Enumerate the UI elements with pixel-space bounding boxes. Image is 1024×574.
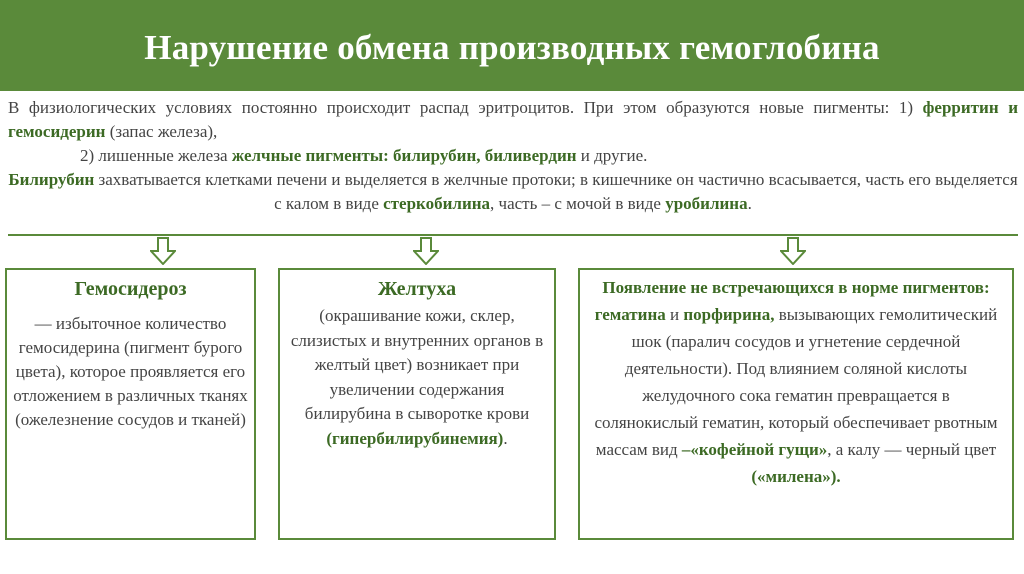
intro-term: желчные пигменты: билирубин, биливердин [231,146,577,165]
hemosiderosis-text: — избыточное количество гемосидерина (пигмент бурого цвета), которое проявляется его отложением в различных тканях (ожелезнение сосудов и тканей) [13,314,248,429]
intro-text: . [747,194,752,213]
arrow-down-icon [780,237,806,265]
intro-text: В физиологических условиях постоянно происходит распад эритроцитов. При этом образуются новые пигменты: 1) [8,98,923,117]
pigments-term: («милена»). [751,467,841,486]
pigments-text-part: и [665,305,684,324]
jaundice-text-part: . [503,428,508,448]
jaundice-text-part: (окрашивание кожи, склер, слизистых и внутренних органов в желтый цвет) возникает при увеличении содержания билирубина в сыворотке крови [290,306,544,423]
jaundice-text [288,304,546,451]
intro-text: (запас железа), [105,122,218,141]
intro-text: , часть – с мочой в виде [490,194,666,213]
pigments-text [590,274,1002,490]
intro-paragraph-3 [8,168,1018,216]
page-title: Нарушение обмена производных гемоглобина [144,28,880,67]
intro-paragraph-1 [8,96,1018,144]
pigments-text-part: , а калу — черный цвет [827,440,997,459]
arrow-down-icon [150,237,176,265]
intro-term: уробилина [665,194,748,213]
arrow-down-icon [413,237,439,265]
hemosiderosis-box [5,268,256,540]
jaundice-box [278,268,556,540]
title-bar [0,0,1024,91]
pigments-box [578,268,1014,540]
intro-text: захватывается клетками печени и выделяется в желчные протоки; в кишечнике он частично всасывается, часть его выделяется с калом в виде [94,170,1018,213]
jaundice-heading: Желтуха [377,278,457,300]
intro-section [8,96,1018,236]
intro-term: стеркобилина [383,194,491,213]
intro-text: и другие. [576,146,648,165]
intro-paragraph-2 [8,144,1018,168]
hemosiderosis-heading: Гемосидероз [74,278,187,300]
pigments-term: –«кофейной гущи» [681,440,828,459]
intro-term: Билирубин [8,170,95,189]
intro-term: ферритин и гемосидерин [8,98,1018,141]
pigments-term: порфирина, [683,305,775,324]
jaundice-term: (гипербилирубинемия) [326,428,504,448]
intro-text: 2) лишенные железа [80,146,232,165]
pigments-term: Появление не встречающихся в норме пигментов: гематина [594,278,990,324]
pigments-text-part: вызывающих гемолитический шок (паралич сосудов и угнетение сердечной деятельности). Под влиянием соляной кислоты желудочного сока гематин превращается в солянокислый гематин, который обеспечивает рвотным массам вид [594,305,998,459]
